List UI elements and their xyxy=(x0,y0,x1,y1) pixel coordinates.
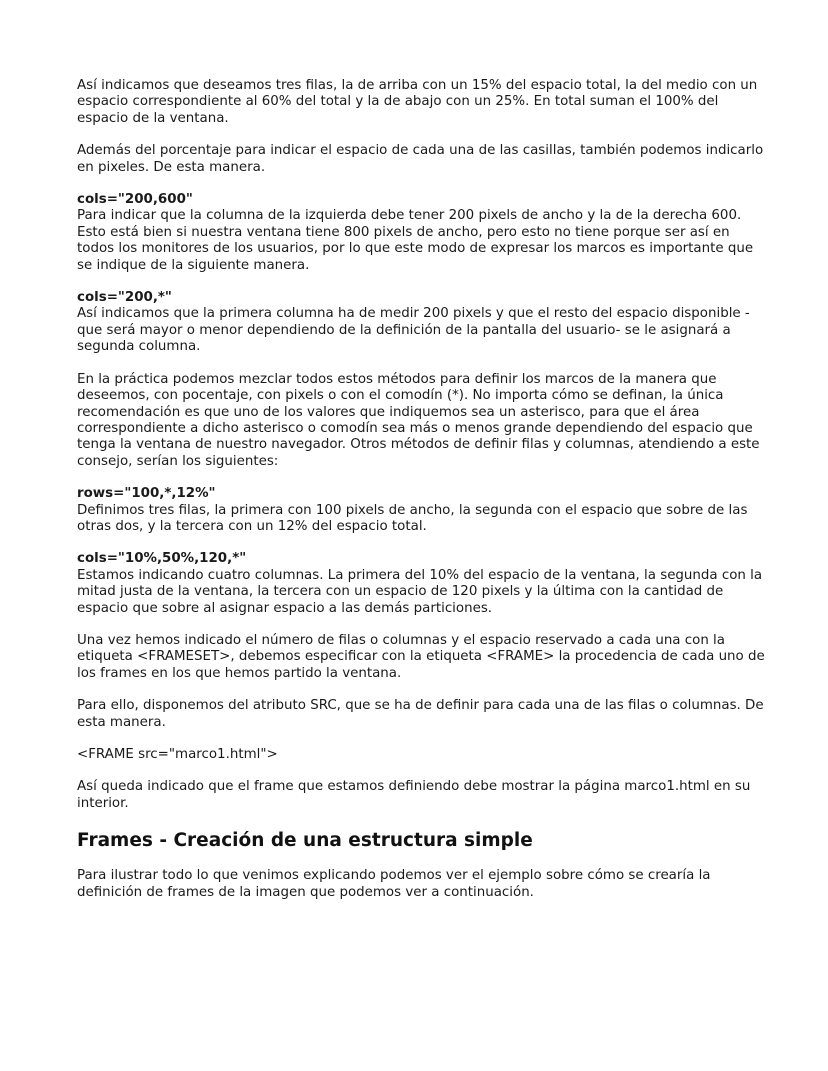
paragraph-src-attribute: Para ello, disponemos del atributo SRC, que se ha de definir para cada una de las filas o columnas. De esta manera. xyxy=(77,698,764,730)
paragraph-rows-percent: Así indicamos que deseamos tres filas, la de arriba con un 15% del espacio total, la del medio con un espacio correspondiente al 60% del total y la de abajo con un 25%. En total suman el 100% del espacio de la ventana. xyxy=(77,78,758,126)
paragraph-frameset-frame: Una vez hemos indicado el número de filas o columnas y el espacio reservado a cada una con la etiqueta <FRAMESET>, debemos especificar con la etiqueta <FRAME> la procedencia de cada uno de los frames en los que hemos partido la ventana. xyxy=(77,632,765,681)
example-cols-200-600 xyxy=(77,192,767,274)
example-cols-four xyxy=(77,551,767,617)
paragraph-mixing-methods: En la práctica podemos mezclar todos estos métodos para definir los marcos de la manera que deseemos, con pocentaje, con pixels o con el comodín (*). No importa cómo se definan, la única recomendación es que uno de los valores que indiquemos sea un asterisco, para que el área correspondiente a dicho asterisco o comodín sea más o menos grande dependiendo del espacio que tenga la ventana de nuestro navegador. Otros métodos de definir filas y columnas, atendiendo a este consejo, serían los siguientes: xyxy=(77,371,760,469)
example-rows-100-star-12 xyxy=(77,486,767,535)
example-code: cols="200,*" xyxy=(77,290,172,306)
code-sample-frame-src: <FRAME src="marco1.html"> xyxy=(77,747,278,762)
example-description: Así indicamos que la primera columna ha de medir 200 pixels y que el resto del espacio disponible -que será mayor o menor dependiendo de la definición de la pantalla del usuario- se le asignará a segunda columna. xyxy=(77,306,750,355)
example-code: rows="100,*,12%" xyxy=(77,486,216,502)
document-page xyxy=(77,78,767,917)
example-description: Para indicar que la columna de la izquierda debe tener 200 pixels de ancho y la de la derecha 600. Esto está bien si nuestra ventana tiene 800 pixels de ancho, pero esto no tiene porque ser así en todos los monitores de los usuarios, por lo que este modo de expresar los marcos es importante que se indique de la siguiente manera. xyxy=(77,208,754,273)
example-code: cols="200,600" xyxy=(77,192,193,208)
paragraph-pixels-intro: Además del porcentaje para indicar el espacio de cada una de las casillas, también podemos indicarlo en pixeles. De esta manera. xyxy=(77,143,764,175)
example-code: cols="10%,50%,120,*" xyxy=(77,551,247,567)
section-title: Frames - Creación de una estructura simple xyxy=(77,830,533,852)
paragraph-illustrate-example: Para ilustrar todo lo que venimos explicando podemos ver el ejemplo sobre cómo se crearía la definición de frames de la imagen que podemos ver a continuación. xyxy=(77,868,711,900)
example-description: Estamos indicando cuatro columnas. La primera del 10% del espacio de la ventana, la segunda con la mitad justa de la ventana, la tercera con un espacio de 120 pixels y la última con la cantidad de espacio que sobre al asignar espacio a las demás particiones. xyxy=(77,567,763,616)
example-cols-200-star xyxy=(77,290,767,356)
paragraph-frame-result: Así queda indicado que el frame que estamos definiendo debe mostrar la página marco1.html en su interior. xyxy=(77,779,751,811)
example-description: Definimos tres filas, la primera con 100 pixels de ancho, la segunda con el espacio que sobre de las otras dos, y la tercera con un 12% del espacio total. xyxy=(77,502,748,534)
